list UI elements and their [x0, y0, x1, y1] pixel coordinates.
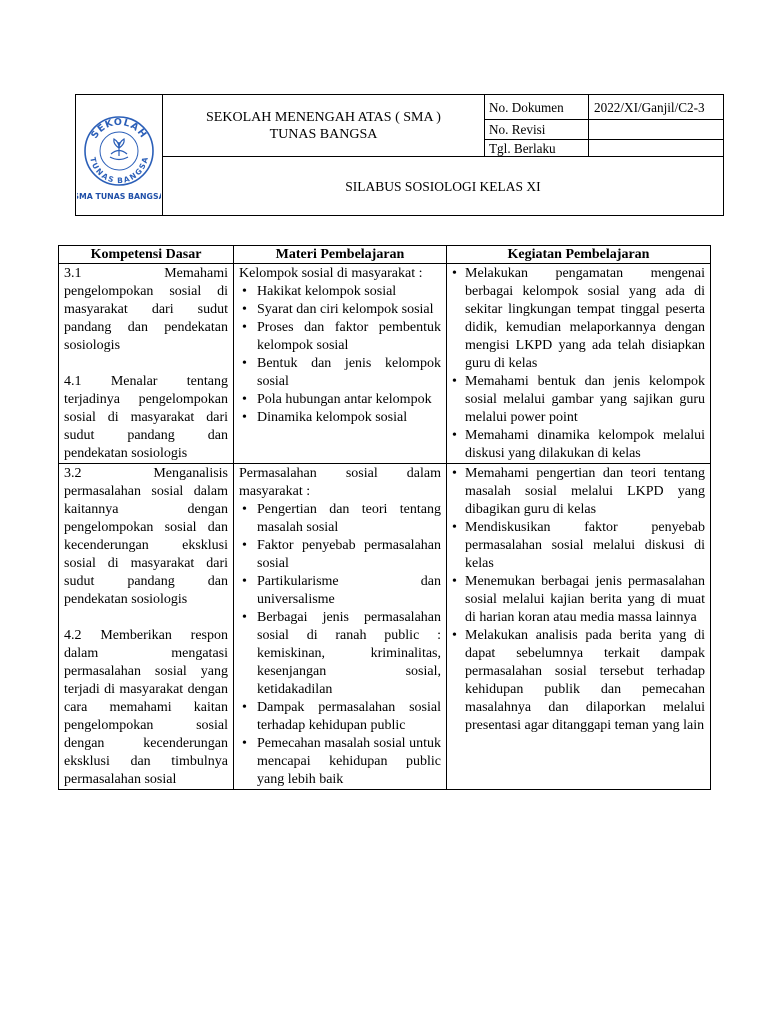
revision-value: [589, 120, 724, 140]
list-item: • Pola hubungan antar kelompok: [239, 391, 441, 409]
document-header: [75, 94, 724, 216]
list-item: • Berbagai jenis permasalahan sosial di ranah public : kemiskinan, kriminalitas, kesenjangan sosial, ketidakadilan: [239, 609, 441, 699]
valid-date-label: Tgl. Berlaku: [485, 140, 589, 157]
logo-caption: SMA TUNAS BANGSA: [77, 191, 161, 201]
materi-list: [239, 283, 441, 427]
doc-number-value: 2022/XI/Ganjil/C2-3: [589, 95, 724, 120]
school-name-cell: [163, 95, 485, 157]
logo-arc-text: SEKOLAH: [89, 116, 149, 141]
list-item: • Syarat dan ciri kelompok sosial: [239, 301, 441, 319]
kd-item: 3.2 Menganalisis permasalahan sosial dalam kaitannya dengan pengelompokan sosial dan kecenderungan eksklusi sosial di masyarakat dari sudut pandang dan pendekatan sosiologis: [64, 466, 228, 607]
list-item: • Memahami bentuk dan jenis kelompok sosial melalui gambar yang sajikan guru melalui power point: [452, 373, 705, 427]
school-logo-cell: [76, 95, 163, 216]
list-item: • Proses dan faktor pembentuk kelompok sosial: [239, 319, 441, 355]
list-item: • Dinamika kelompok sosial: [239, 409, 441, 427]
syllabus-title: SILABUS SOSIOLOGI KELAS XI: [163, 157, 724, 216]
table-row: [59, 264, 711, 464]
list-item: • Faktor penyebab permasalahan sosial: [239, 537, 441, 573]
list-item: • Partikularisme dan universalisme: [239, 573, 441, 609]
kd-item: 3.1 Memahami pengelompokan sosial di masyarakat dari sudut pandang dan pendekatan sosiologis: [64, 266, 228, 353]
list-item: • Hakikat kelompok sosial: [239, 283, 441, 301]
header-materi-pembelajaran: Materi Pembelajaran: [234, 246, 447, 264]
logo-ring-text: TUNAS BANGSA: [88, 155, 150, 185]
kegiatan-cell: [447, 464, 711, 790]
kompetensi-dasar-cell: [59, 464, 234, 790]
logo-emblem-icon: [110, 139, 128, 160]
school-name-line1: SEKOLAH MENENGAH ATAS ( SMA ): [206, 109, 441, 125]
list-item: • Bentuk dan jenis kelompok sosial: [239, 355, 441, 391]
kegiatan-list: [452, 265, 705, 463]
table-row: [59, 464, 711, 790]
list-item: • Melakukan analisis pada berita yang di dapat sebelumnya terkait dampak permasalahan sosial tersebut terhadap kehidupan publik dan pemecahan masalahnya dan dilaporkan melalui presentasi agar ditanggapi teman yang lain: [452, 627, 705, 735]
list-item: • Memahami pengertian dan teori tentang masalah sosial melalui LKPD yang dibagikan guru di kelas: [452, 465, 705, 519]
school-name-line2: TUNAS BANGSA: [269, 126, 378, 142]
materi-list: [239, 501, 441, 789]
school-logo: [77, 104, 161, 204]
list-item: • Melakukan pengamatan mengenai berbagai kelompok sosial yang ada di sekitar lingkungan tempat tinggal peserta didik, kemudian melaporkannya dengan mengisi LKPD yang ada telah disiapkan guru di kelas: [452, 265, 705, 373]
kegiatan-cell: [447, 264, 711, 464]
materi-lead: Kelompok sosial di masyarakat :: [239, 266, 423, 281]
header-kegiatan-pembelajaran: Kegiatan Pembelajaran: [447, 246, 711, 264]
list-item: • Mendiskusikan faktor penyebab permasalahan sosial melalui diskusi di kelas: [452, 519, 705, 573]
list-item: • Memahami dinamika kelompok melalui diskusi yang dilakukan di kelas: [452, 427, 705, 463]
materi-cell: [234, 264, 447, 464]
header-kompetensi-dasar: Kompetensi Dasar: [59, 246, 234, 264]
materi-cell: [234, 464, 447, 790]
kompetensi-dasar-cell: [59, 264, 234, 464]
materi-lead: Permasalahan sosial dalam masyarakat :: [239, 466, 441, 499]
kd-item: 4.2 Memberikan respon dalam mengatasi permasalahan sosial yang terjadi di masyarakat dengan cara memahami kaitan pengelompokan sosial dengan kecenderungan eksklusi dan timbulnya permasalahan sosial: [64, 628, 228, 787]
list-item: • Dampak permasalahan sosial terhadap kehidupan public: [239, 699, 441, 735]
valid-date-value: [589, 140, 724, 157]
list-item: • Pengertian dan teori tentang masalah sosial: [239, 501, 441, 537]
kd-item: 4.1 Menalar tentang terjadinya pengelompokan sosial di masyarakat dari sudut pandang dan pendekatan sosiologis: [64, 374, 228, 461]
list-item: • Menemukan berbagai jenis permasalahan sosial melalui kajian berita yang di muat di harian koran atau media massa lainnya: [452, 573, 705, 627]
table-header-row: [59, 246, 711, 264]
doc-number-label: No. Dokumen: [485, 95, 589, 120]
list-item: • Pemecahan masalah sosial untuk mencapai kehidupan public yang lebih baik: [239, 735, 441, 789]
revision-label: No. Revisi: [485, 120, 589, 140]
syllabus-table: [58, 245, 711, 790]
kegiatan-list: [452, 465, 705, 735]
